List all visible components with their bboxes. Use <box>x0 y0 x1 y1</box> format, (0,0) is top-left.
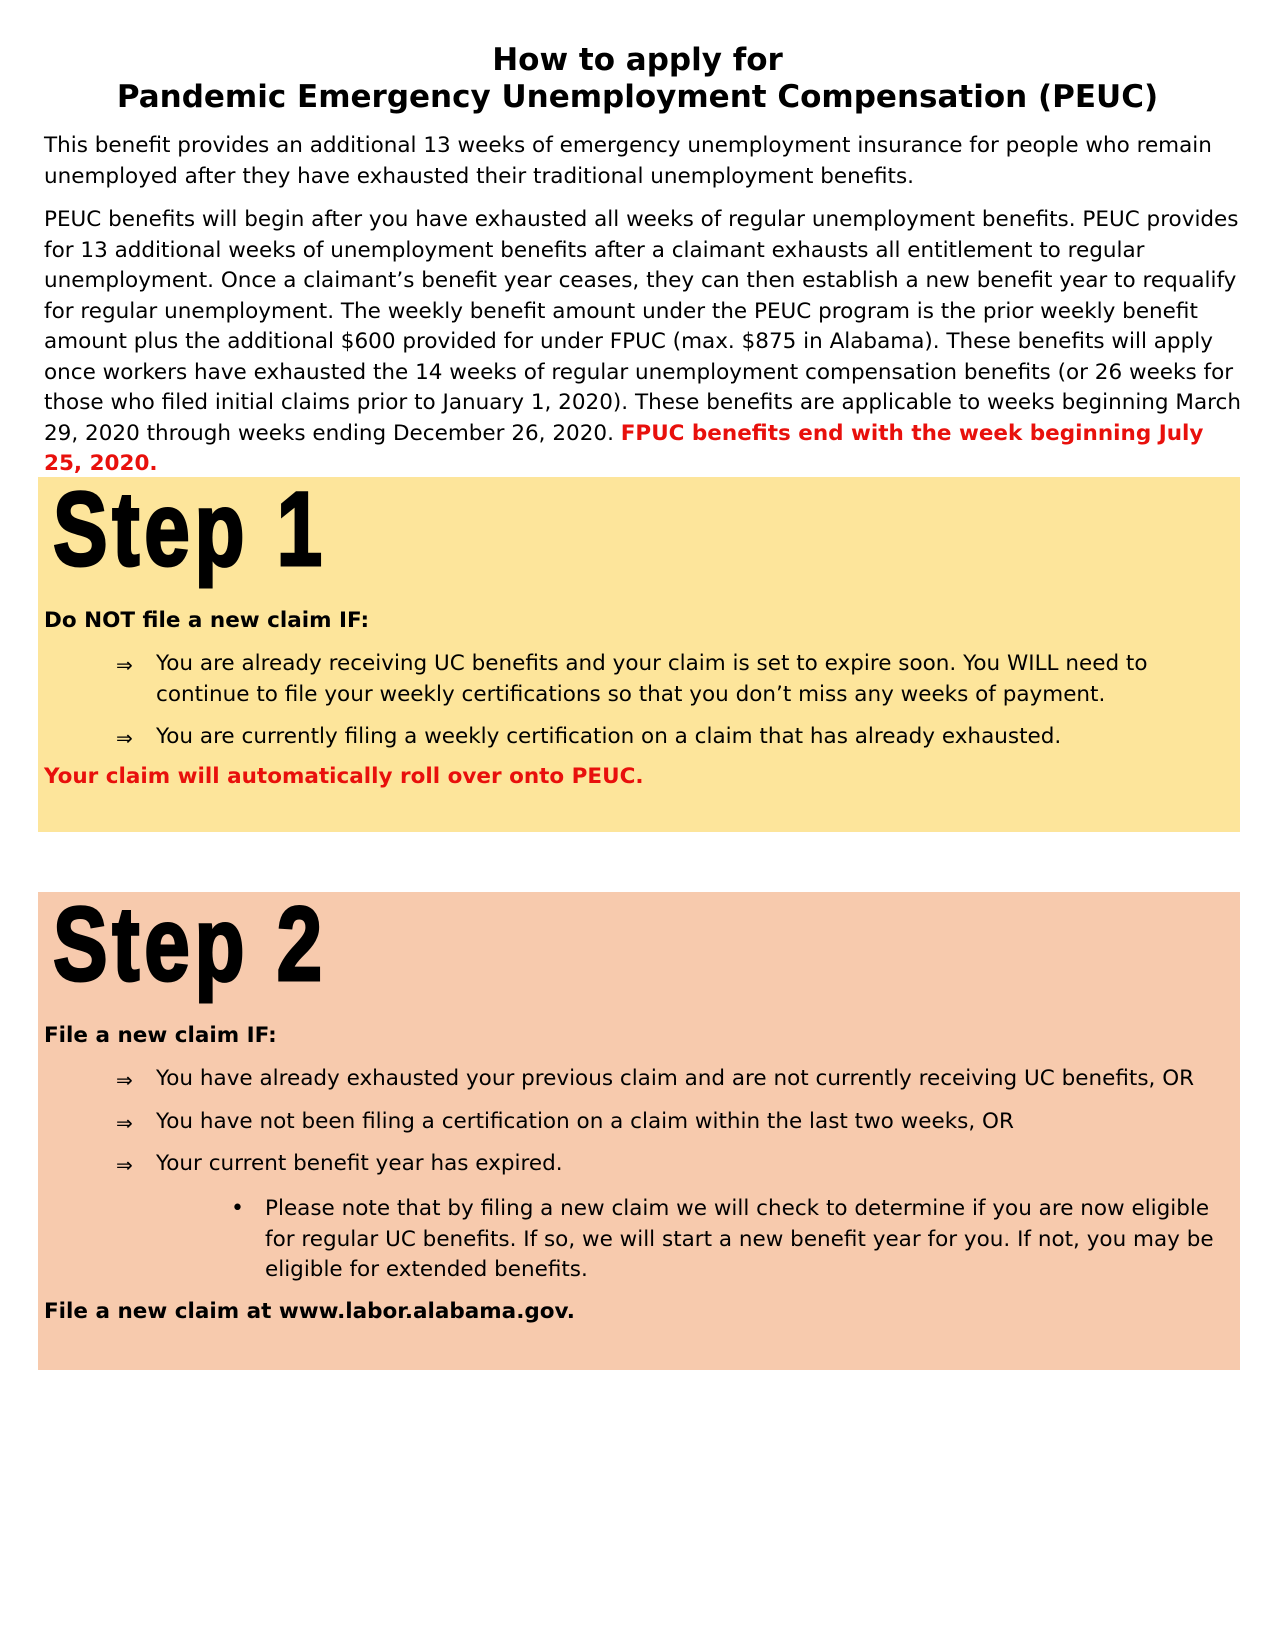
intro-paragraph-2 <box>44 205 1244 480</box>
intro-paragraph-2-text: PEUC benefits will begin after you have exhausted all weeks of regular unemployment benefits. PEUC provides for 13 additional weeks of unemployment benefits after a claimant exhausts all entitlement to regular unemployment. Once a claimant’s benefit year ceases, they can then establish a new benefit year to requalify for regular unemployment. The weekly benefit amount under the PEUC program is the prior weekly benefit amount plus the additional $600 provided for under FPUC (max. $875 in Alabama). These benefits will apply once workers have exhausted the 14 weeks of regular unemployment compensation benefits (or 26 weeks for those who filed initial claims prior to January 1, 2020). These benefits are applicable to weeks beginning March 29, 2020 through weeks ending December 26, 2020. <box>44 207 1241 446</box>
step-2-footer: File a new claim at www.labor.alabama.gov. <box>44 1299 575 1324</box>
bullet-icon: • <box>231 1196 244 1221</box>
arrow-icon: ⇒ <box>116 1068 133 1092</box>
list-item-text: You have already exhausted your previous claim and are not currently receiving UC benefits, OR <box>156 1066 1195 1091</box>
step-2-title: Step 2 <box>53 886 327 1003</box>
list-item-text: You have not been filing a certification on a claim within the last two weeks, OR <box>156 1108 1014 1134</box>
step-2-sublist <box>193 1194 1233 1286</box>
step-2-section <box>38 886 1240 1370</box>
arrow-icon: ⇒ <box>116 653 133 677</box>
sublist-item <box>193 1194 1233 1286</box>
step-1-heading: Do NOT file a new claim IF: <box>44 608 370 633</box>
title-line-1: How to apply for <box>492 42 783 78</box>
list-item <box>116 1107 1226 1138</box>
arrow-icon: ⇒ <box>116 1110 133 1135</box>
list-item <box>116 649 1226 710</box>
title-line-2: Pandemic Emergency Unemployment Compensation (PEUC) <box>116 79 1159 115</box>
arrow-icon: ⇒ <box>116 1153 133 1177</box>
intro-paragraph-1: This benefit provides an additional 13 weeks of emergency unemployment insurance for people who remain unemployed after they have exhausted their traditional unemployment benefits. <box>44 133 1212 189</box>
list-item <box>116 1064 1226 1095</box>
sublist-item-text: Please note that by filing a new claim we will check to determine if you are now eligible for regular UC benefits. If so, we will start a new benefit year for you. If not, you may be eligible for extended benefits. <box>265 1196 1214 1282</box>
step-1-note: Your claim will automatically roll over onto PEUC. <box>44 764 644 789</box>
list-item <box>116 722 1226 753</box>
step-1-title: Step 1 <box>53 471 327 588</box>
page-title <box>0 42 1275 116</box>
list-item-text: You are currently filing a weekly certification on a claim that has already exhausted. <box>156 724 1062 749</box>
fpuc-end-notice: FPUC benefits end with the week beginning July 25, 2020. <box>44 420 1204 476</box>
step-2-list <box>116 1064 1226 1192</box>
arrow-icon: ⇒ <box>116 726 133 750</box>
step-1-list <box>116 649 1226 765</box>
list-item <box>116 1149 1226 1180</box>
list-item-text: You are already receiving UC benefits and your claim is set to expire soon. You WILL need to continue to file your weekly certifications so that you don’t miss any weeks of payment. <box>156 651 1148 707</box>
step-1-section <box>38 471 1240 832</box>
step-2-heading: File a new claim IF: <box>44 1023 277 1048</box>
list-item-text: Your current benefit year has expired. <box>156 1151 563 1176</box>
